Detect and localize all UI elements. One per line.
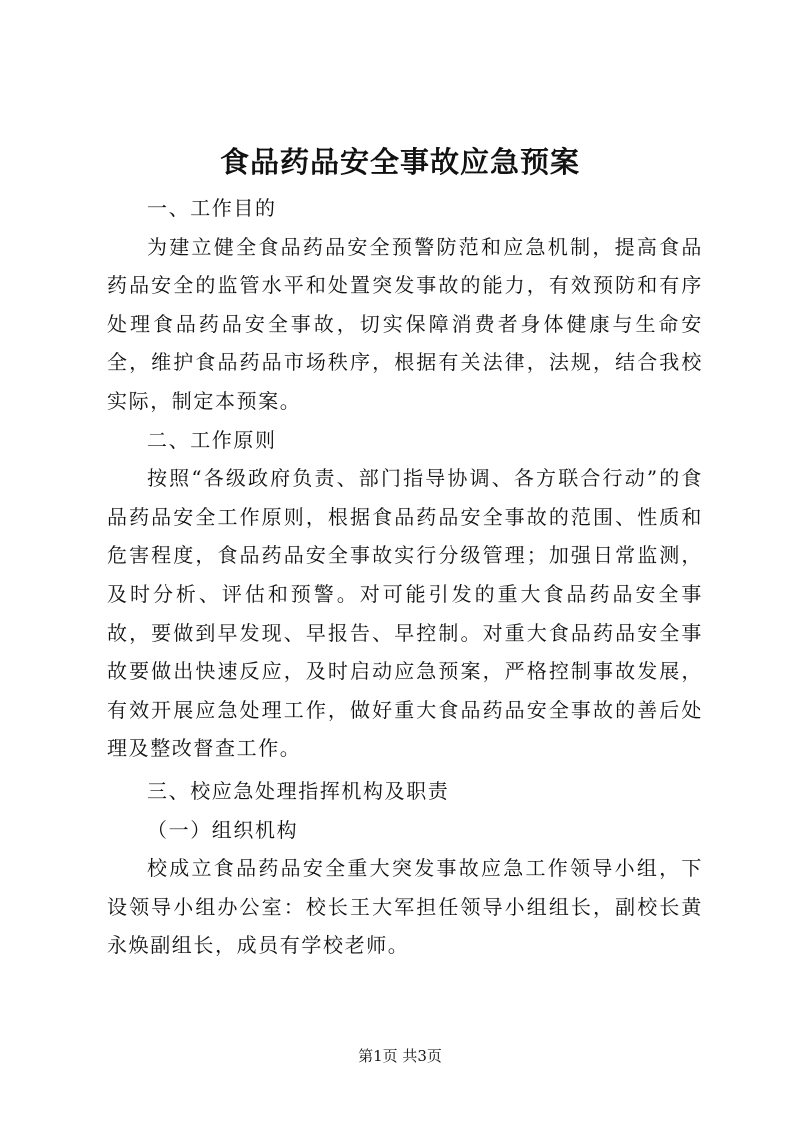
paragraph-structure: 校成立食品药品安全重大突发事故应急工作领导小组，下设领导小组办公室：校长王大军担任领导小组组长，副校长黄永焕副组长，成员有学校老师。 [107, 856, 703, 958]
document-body [107, 189, 703, 965]
document-title: 食品药品安全事故应急预案 [219, 145, 580, 179]
paragraph-principles: 按照“各级政府负责、部门指导协调、各方联合行动”的食品药品安全工作原则，根据食品药品安全事故的范围、性质和危害程度，食品药品安全事故实行分级管理；加强日常监测，及时分析、评估和预警。对可能引发的重大食品药品安全事故，要做到早发现、早报告、早控制。对重大食品药品安全事故要做出快速反应，及时启动应急预案，严格控制事故发展，有效开展应急处理工作，做好重大食品药品安全事故的善后处理及整改督查工作。 [107, 466, 703, 761]
section-heading-organization: 三、校应急处理指挥机构及职责 [147, 778, 450, 803]
subsection-heading-structure: （一）组织机构 [147, 817, 299, 842]
section-heading-purpose: 一、工作目的 [147, 196, 277, 220]
section-heading-principles: 二、工作原则 [147, 427, 277, 452]
paragraph-purpose: 为建立健全食品药品安全预警防范和应急机制，提高食品药品安全的监管水平和处置突发事故的能力，有效预防和有序处理食品药品安全事故，切实保障消费者身体健康与生命安全，维护食品药品市场秩序，根据有关法律，法规，结合我校实际，制定本预案。 [107, 234, 703, 413]
page-number-footer: 第1页 共3页 [358, 1047, 442, 1065]
